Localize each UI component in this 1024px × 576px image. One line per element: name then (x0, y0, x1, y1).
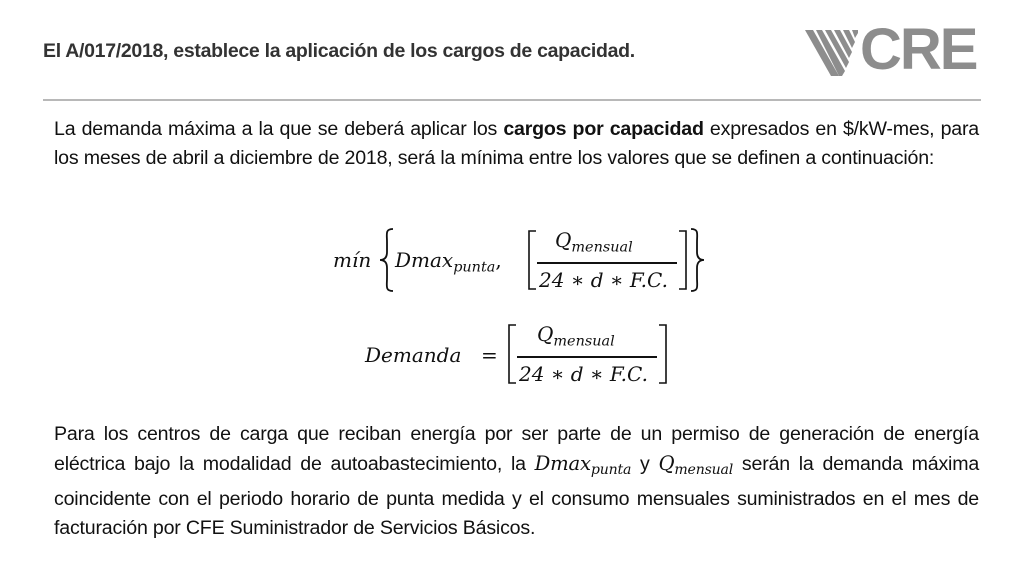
detail-q: $Q_{mensual}$ (658, 452, 734, 479)
formula-demanda-lhs: Demanda (365, 343, 462, 367)
right-bracket-icon (678, 230, 688, 290)
detail-text-3: serán la demanda máxima coincidente con el periodo horario de punta medida y el consumo mensuales suministrados en el mes de facturación por CFE Suministrador de Servicios Básicos. (54, 453, 980, 540)
formula-min (333, 222, 713, 298)
formula-demanda-denominator: 24 ∗ d ∗ F.C. (519, 362, 648, 386)
formula-min-fn: mín (333, 248, 372, 272)
detail-text-2: y (631, 453, 659, 475)
intro-text-end: expresados en $/kW-mes, para los meses de abril a diciembre de 2018, será la mínima entre los valores que se definen a continuación: (54, 118, 979, 169)
cre-logo (805, 17, 1000, 82)
right-bracket-icon-2 (658, 324, 668, 384)
title-divider (43, 99, 981, 101)
right-brace-icon (689, 228, 705, 292)
formula-min-fraction-bar (537, 262, 677, 264)
detail-paragraph (54, 420, 979, 543)
left-bracket-icon-2 (507, 324, 517, 384)
formula-min-dmax: Dmax$_{punta}$, (395, 248, 502, 276)
page-title: El A/017/2018, establece la aplicación de los cargos de capacidad. (43, 40, 635, 62)
formula-min-numerator: $Q_{mensual}$ (555, 228, 633, 256)
detail-dmax: Dmax$_{punta}$ (534, 452, 632, 479)
intro-text-start: La demanda máxima a la que se deberá aplicar los (54, 118, 504, 140)
intro-paragraph (54, 115, 979, 173)
formula-demanda-eq: = (481, 343, 498, 367)
left-bracket-icon (527, 230, 537, 290)
formula-demanda-fraction-bar (517, 356, 657, 358)
left-brace-icon (379, 228, 395, 292)
detail-text-1: Para los centros de carga que reciban energía por ser parte de un permiso de generación de energía eléctrica bajo la modalidad de autoabastecimiento, la (54, 423, 979, 475)
formula-min-denominator: 24 ∗ d ∗ F.C. (539, 268, 668, 292)
formula-demanda-numerator: $Q_{mensual}$ (537, 322, 615, 350)
intro-text-bold: cargos por capacidad (503, 118, 704, 140)
logo-text: CRE (860, 17, 977, 82)
formula-demanda (365, 318, 685, 394)
cre-stripes-icon (805, 24, 865, 82)
